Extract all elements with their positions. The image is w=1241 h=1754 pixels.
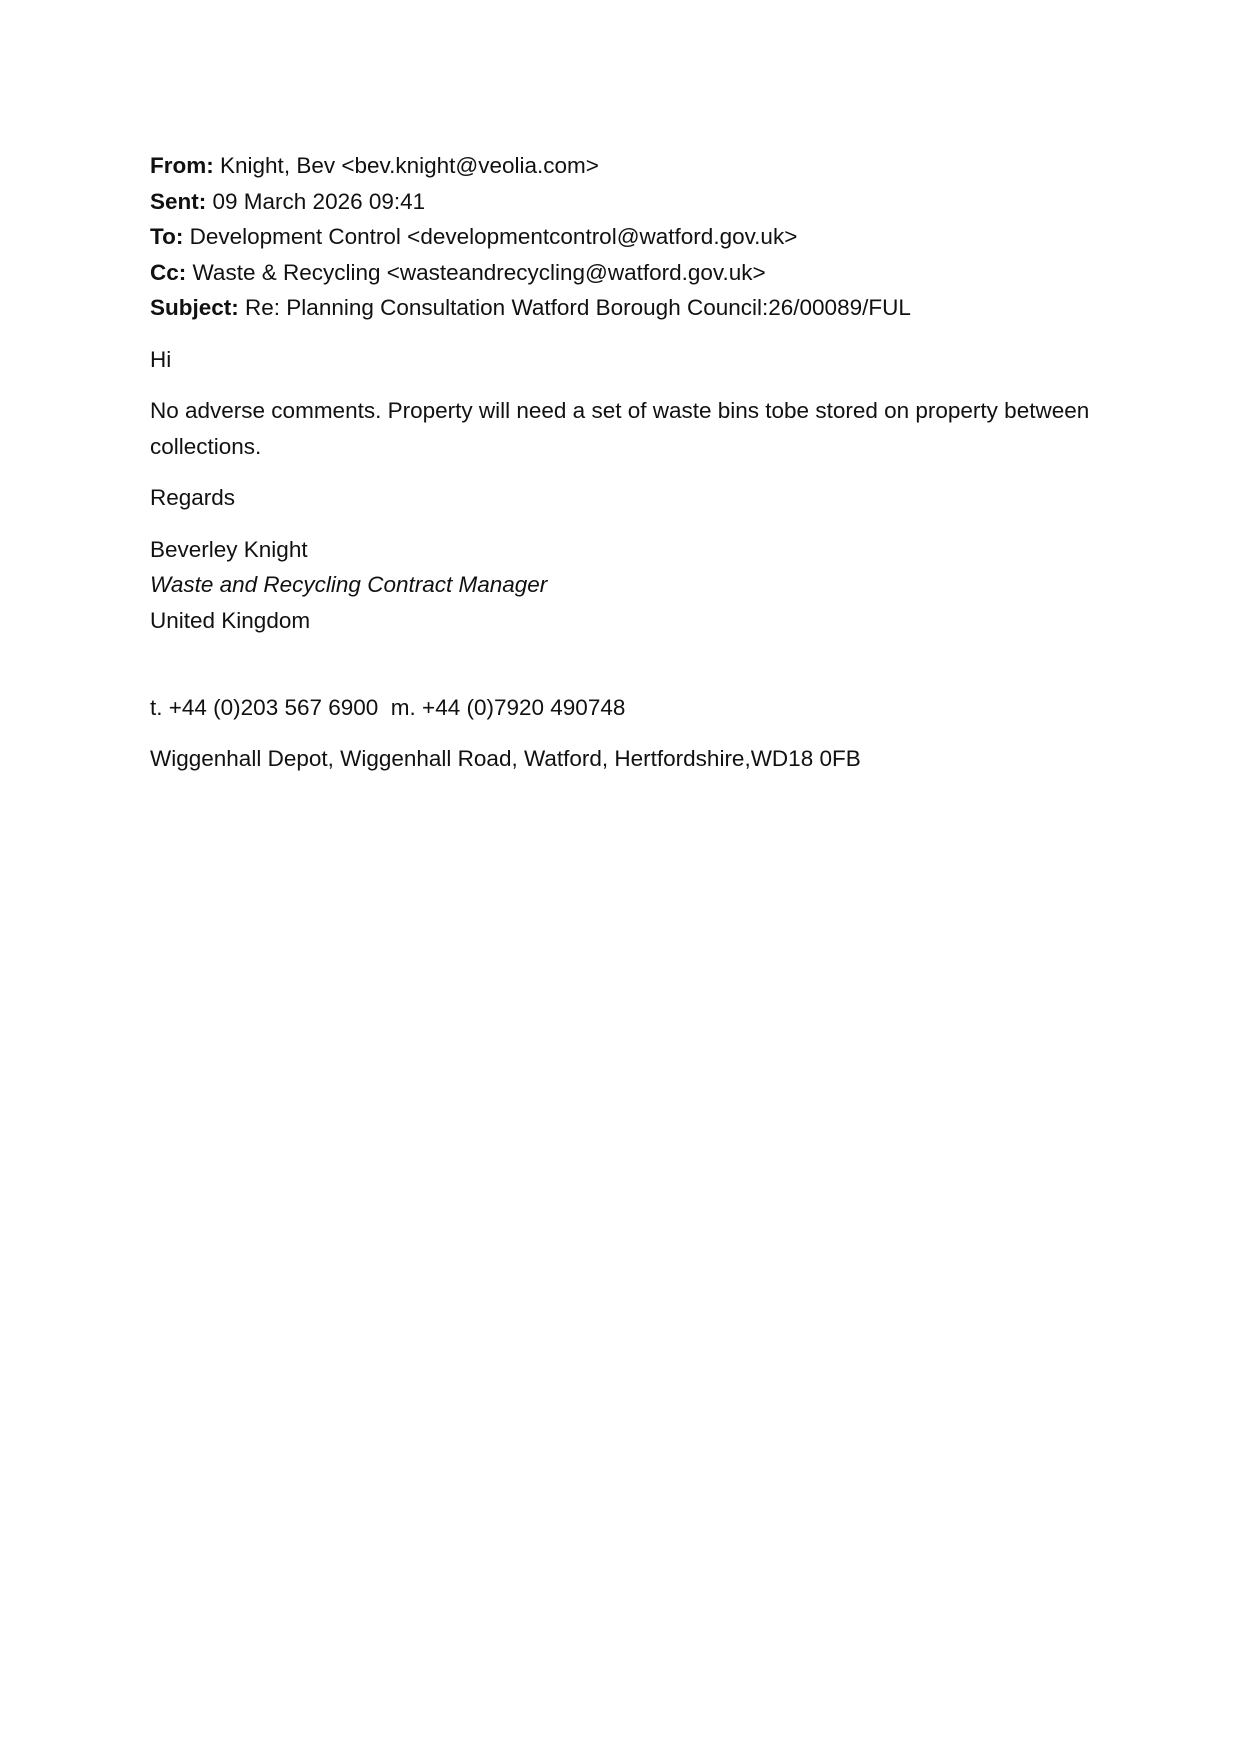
closing: Regards: [150, 485, 236, 510]
from-value: Knight, Bev <bev.knight@veolia.com>: [220, 153, 599, 178]
signature-country: United Kingdom: [150, 607, 311, 633]
subject-label: Subject:: [150, 295, 239, 320]
greeting: Hi: [150, 346, 172, 372]
email-header: [150, 148, 1090, 326]
sent-line: [150, 184, 1090, 220]
subject-line: [150, 290, 1090, 326]
subject-value: Re: Planning Consultation Watford Borough Council:26/00089/FUL: [245, 295, 911, 320]
signature-spacer: [150, 638, 1090, 674]
email-content: [150, 148, 1090, 793]
to-label: To:: [150, 224, 184, 249]
signature-phones: t. +44 (0)203 567 6900 m. +44 (0)7920 490748: [150, 694, 626, 720]
cc-value: Waste & Recycling <wasteandrecycling@watford.gov.uk>: [192, 259, 766, 285]
from-label: From:: [150, 153, 214, 178]
signature-title: Waste and Recycling Contract Manager: [150, 572, 548, 597]
sent-label: Sent:: [150, 188, 207, 214]
cc-label: Cc:: [150, 259, 187, 285]
cc-line: [150, 255, 1090, 291]
to-value: Development Control <developmentcontrol@watford.gov.uk>: [189, 224, 798, 249]
signature-address: Wiggenhall Depot, Wiggenhall Road, Watford, Hertfordshire,WD18 0FB: [150, 746, 861, 771]
signature-name: Beverley Knight: [150, 536, 308, 562]
signature-block: [150, 532, 1090, 674]
message-body: No adverse comments. Property will need a set of waste bins tobe stored on property between collections.: [150, 398, 1090, 459]
from-line: [150, 148, 1090, 184]
to-line: [150, 219, 1090, 255]
sent-value: 09 March 2026 09:41: [212, 188, 426, 214]
